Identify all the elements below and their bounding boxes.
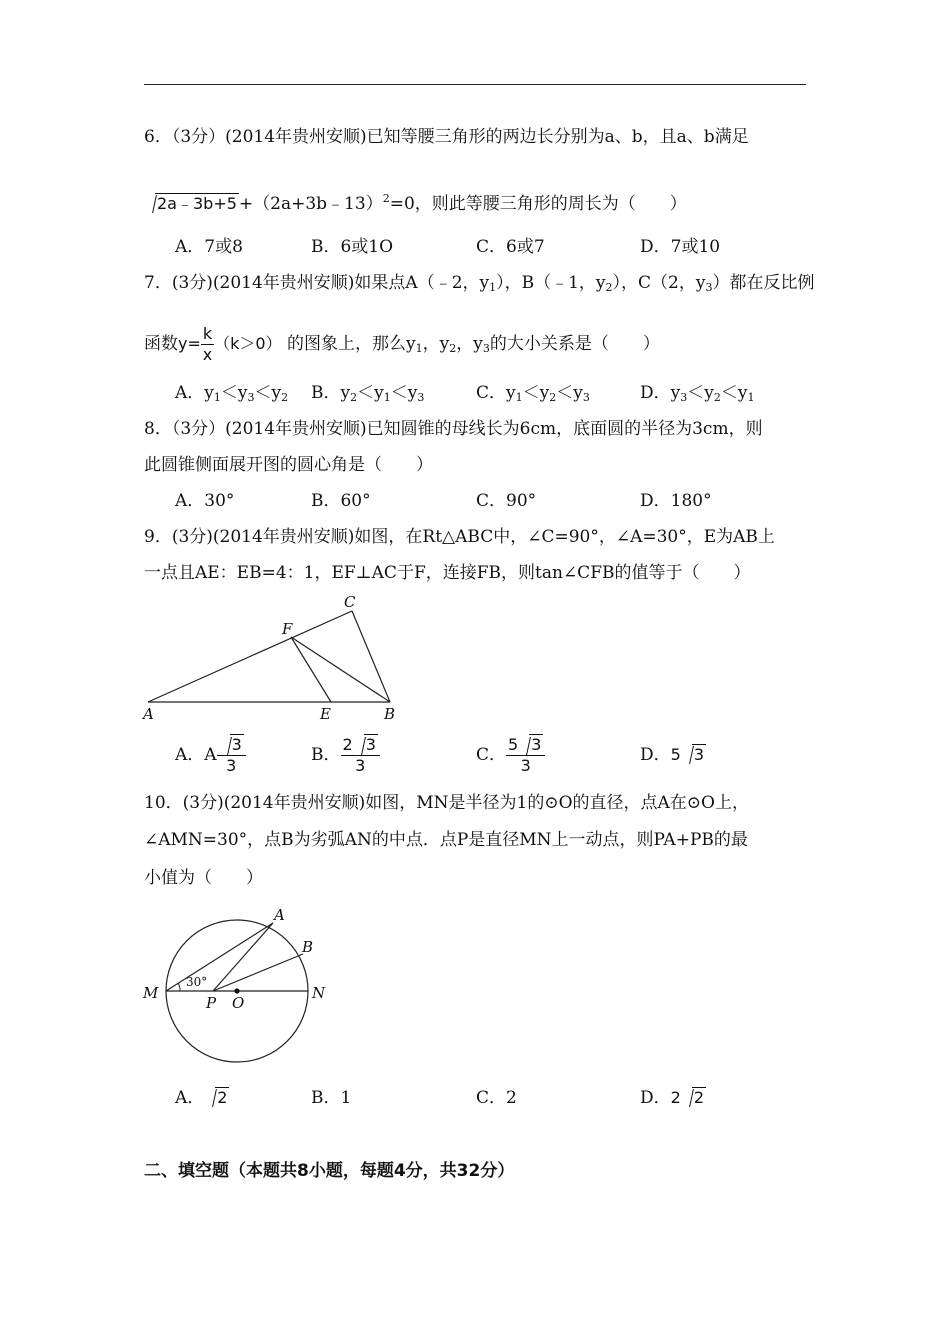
q8-option-a[interactable]: A．30° bbox=[175, 491, 235, 511]
q10-radical bbox=[681, 1087, 706, 1109]
q7-opt-sub: 3 bbox=[417, 391, 425, 404]
q9-label-a: A bbox=[143, 705, 154, 723]
q8-option-d[interactable]: D．180° bbox=[640, 491, 712, 511]
q7-stem-text: 7．(3分)(2014年贵州安顺)如果点A（﹣2，y bbox=[144, 273, 490, 293]
q7-opt-text: y bbox=[670, 383, 681, 403]
q9-option-c[interactable] bbox=[476, 732, 545, 778]
q7-opt-sub: 1 bbox=[747, 391, 755, 404]
q8-option-b[interactable]: B．60° bbox=[311, 491, 371, 511]
q10-label-b: B bbox=[302, 938, 314, 956]
q10-option-d[interactable] bbox=[640, 1087, 706, 1109]
q9-radical bbox=[681, 744, 706, 766]
q7-opt-sub: 2 bbox=[350, 391, 358, 404]
q7-stem-text: ）都在反比例 bbox=[712, 273, 815, 293]
q7-frac-num: k bbox=[202, 324, 213, 343]
q8-stem-line2: 此圆锥侧面展开图的圆心角是（ ） bbox=[144, 455, 433, 475]
q7-option-c[interactable] bbox=[476, 382, 590, 409]
q9-radical bbox=[518, 735, 543, 755]
q9-frac-den: 3 bbox=[355, 756, 366, 775]
q9-option-a[interactable] bbox=[175, 732, 246, 778]
q9-frac-num bbox=[341, 735, 380, 756]
q6-radical bbox=[144, 193, 239, 215]
q10-option-label: A． bbox=[175, 1088, 205, 1108]
q7-opt-sub: 3 bbox=[582, 391, 590, 404]
q7-stem-text: ），C（2，y bbox=[612, 273, 706, 293]
q7-sub: 3 bbox=[705, 281, 713, 294]
q9-stem-line2: 一点且AE：EB=4：1，EF⊥AC于F，连接FB，则tan∠CFB的值等于（ ） bbox=[144, 563, 751, 583]
q7-opt-text: y bbox=[204, 383, 214, 403]
q7-option-a[interactable] bbox=[175, 382, 288, 409]
q6-stem-tail: =0，则此等腰三角形的周长为（ ） bbox=[389, 194, 687, 214]
q10-label-m: M bbox=[143, 984, 159, 1002]
q10-radicand: 2 bbox=[217, 1088, 228, 1107]
q9-label-c: C bbox=[344, 593, 356, 611]
q7-opt-sub: 3 bbox=[247, 391, 255, 404]
q7-option-b[interactable] bbox=[311, 382, 424, 409]
q7-condition: （k＞0） bbox=[214, 334, 282, 353]
q10-label-a: A bbox=[274, 906, 285, 924]
q7-opt-sub: 2 bbox=[713, 391, 721, 404]
q7-opt-sub: 1 bbox=[213, 391, 221, 404]
q10-option-a[interactable] bbox=[175, 1087, 229, 1109]
q9-coef: 2 bbox=[342, 735, 353, 754]
q7-opt-sub: 2 bbox=[281, 391, 289, 404]
q9-option-d[interactable] bbox=[640, 744, 706, 766]
q8-option-c[interactable]: C．90° bbox=[476, 491, 537, 511]
q9-radical bbox=[353, 735, 378, 755]
q9-option-c-frac bbox=[506, 735, 545, 776]
q9-segment-ef bbox=[291, 637, 331, 702]
q6-exponent: 2 bbox=[382, 192, 390, 205]
q10-option-label: D． bbox=[640, 1088, 671, 1108]
q9-option-label: B． bbox=[311, 745, 341, 765]
q7-option-label: D． bbox=[640, 383, 671, 403]
q7-stem-line2 bbox=[144, 322, 660, 371]
q7-stem-text: 的大小关系是（ ） bbox=[489, 334, 660, 354]
q9-option-b[interactable] bbox=[311, 732, 380, 778]
q7-opt-sub: 3 bbox=[680, 391, 688, 404]
q10-option-b[interactable]: B．1 bbox=[311, 1088, 352, 1108]
q9-radicand: 3 bbox=[531, 735, 542, 754]
q9-coef: 5 bbox=[670, 745, 681, 764]
q9-figure bbox=[140, 592, 410, 727]
q7-opt-sub: 2 bbox=[549, 391, 557, 404]
q10-option-c[interactable]: C．2 bbox=[476, 1088, 517, 1108]
q7-sub: 2 bbox=[605, 281, 613, 294]
q6-option-c[interactable]: C．6或7 bbox=[476, 237, 545, 257]
q7-function-y: y= bbox=[178, 334, 201, 353]
q10-stem-line3: 小值为（ ） bbox=[144, 868, 263, 888]
q10-coef: 2 bbox=[670, 1088, 681, 1107]
q9-coef: 5 bbox=[508, 735, 519, 754]
q7-stem-text: ，y bbox=[422, 334, 450, 354]
q6-option-a[interactable]: A．7或8 bbox=[175, 237, 243, 257]
q9-radicand: 3 bbox=[231, 735, 242, 754]
q9-label-e: E bbox=[320, 705, 331, 723]
q7-stem-text: 的图象上，那么y bbox=[287, 334, 416, 354]
header-rule bbox=[144, 84, 806, 85]
q7-opt-text: ＜y bbox=[390, 383, 418, 403]
q9-option-a-frac bbox=[217, 735, 246, 776]
q9-frac-den: 3 bbox=[226, 756, 237, 775]
q7-sub: 1 bbox=[489, 281, 497, 294]
q6-option-b[interactable]: B．6或1O bbox=[311, 237, 394, 257]
q10-label-o: O bbox=[232, 994, 245, 1012]
q10-figure bbox=[140, 902, 340, 1074]
q7-opt-sub: 1 bbox=[515, 391, 523, 404]
q9-radical bbox=[219, 735, 244, 755]
q10-stem-line2: ∠AMN=30°，点B为劣弧AN的中点．点P是直径MN上一动点，则PA+PB的最 bbox=[144, 830, 748, 850]
q10-segment-pa bbox=[213, 923, 273, 991]
q7-opt-text: y bbox=[340, 383, 351, 403]
q6-stem-line1: 6．（3分）(2014年贵州安顺)已知等腰三角形的两边长分别为a、b，且a、b满足 bbox=[144, 127, 749, 147]
q10-segment-ma bbox=[166, 923, 273, 991]
q10-center-dot bbox=[234, 988, 239, 993]
q7-opt-text: ＜y bbox=[556, 383, 583, 403]
q7-option-label: A． bbox=[175, 383, 205, 403]
q9-frac-num bbox=[217, 735, 246, 756]
q7-opt-sub: 1 bbox=[383, 391, 391, 404]
q7-frac-den: x bbox=[202, 345, 213, 364]
q9-segment-fb bbox=[291, 637, 390, 702]
q9-label-f: F bbox=[282, 620, 293, 638]
q10-angle-label: 30° bbox=[186, 975, 208, 989]
q7-opt-text: ＜y bbox=[720, 383, 748, 403]
q10-angle-arc bbox=[178, 983, 180, 991]
q7-fraction bbox=[201, 324, 214, 365]
q7-sub: 1 bbox=[415, 342, 423, 355]
q9-stem-line1: 9．(3分)(2014年贵州安顺)如图，在Rt△ABC中，∠C=90°，∠A=30°，E为AB上 bbox=[144, 527, 775, 547]
q10-radicand: 2 bbox=[693, 1088, 705, 1107]
q10-segment-pb bbox=[213, 954, 303, 991]
q7-stem-line1 bbox=[144, 272, 814, 299]
q9-segment-cb bbox=[352, 611, 390, 702]
q9-label-b: B bbox=[384, 705, 396, 723]
q7-opt-text: ＜y bbox=[220, 383, 248, 403]
q9-frac-den: 3 bbox=[520, 756, 531, 775]
q7-option-label: B． bbox=[311, 383, 341, 403]
q6-option-d[interactable]: D．7或10 bbox=[640, 237, 721, 257]
q9-frac-num bbox=[506, 735, 545, 756]
q10-label-p: P bbox=[206, 994, 217, 1012]
q8-stem-line1: 8．（3分）(2014年贵州安顺)已知圆锥的母线长为6cm，底面圆的半径为3cm，则 bbox=[144, 419, 763, 439]
q7-option-label: C． bbox=[476, 383, 507, 403]
q7-opt-text: ＜y bbox=[522, 383, 550, 403]
q9-option-label: D． bbox=[640, 745, 671, 765]
q10-radical bbox=[204, 1087, 229, 1109]
q7-stem-text: ），B（﹣1，y bbox=[496, 273, 606, 293]
q7-stem-text: ，y bbox=[456, 334, 483, 354]
q6-stem-part: +（2a+3b﹣13） bbox=[238, 194, 383, 214]
q7-opt-text: ＜y bbox=[357, 383, 384, 403]
q7-stem-text: 函数 bbox=[144, 334, 178, 354]
q9-option-b-frac bbox=[341, 735, 380, 776]
q9-option-label: A．A bbox=[175, 745, 217, 765]
q9-radicand: 3 bbox=[365, 735, 376, 754]
q7-sub: 2 bbox=[449, 342, 457, 355]
q9-option-label: C． bbox=[476, 745, 507, 765]
q7-option-d[interactable] bbox=[640, 382, 754, 409]
q9-radicand: 3 bbox=[693, 745, 705, 764]
q7-opt-text: y bbox=[506, 383, 516, 403]
q6-stem-line2 bbox=[144, 188, 687, 215]
q7-opt-text: ＜y bbox=[687, 383, 714, 403]
q7-opt-text: ＜y bbox=[254, 383, 282, 403]
q6-radicand: 2a﹣3b+5 bbox=[157, 194, 237, 213]
section-heading: 二、填空题（本题共8小题，每题4分，共32分） bbox=[144, 1161, 515, 1181]
q10-stem-line1: 10．(3分)(2014年贵州安顺)如图，MN是半径为1的⊙O的直径，点A在⊙O上， bbox=[144, 793, 749, 813]
q10-label-n: N bbox=[312, 984, 326, 1002]
q7-sub: 3 bbox=[482, 342, 490, 355]
